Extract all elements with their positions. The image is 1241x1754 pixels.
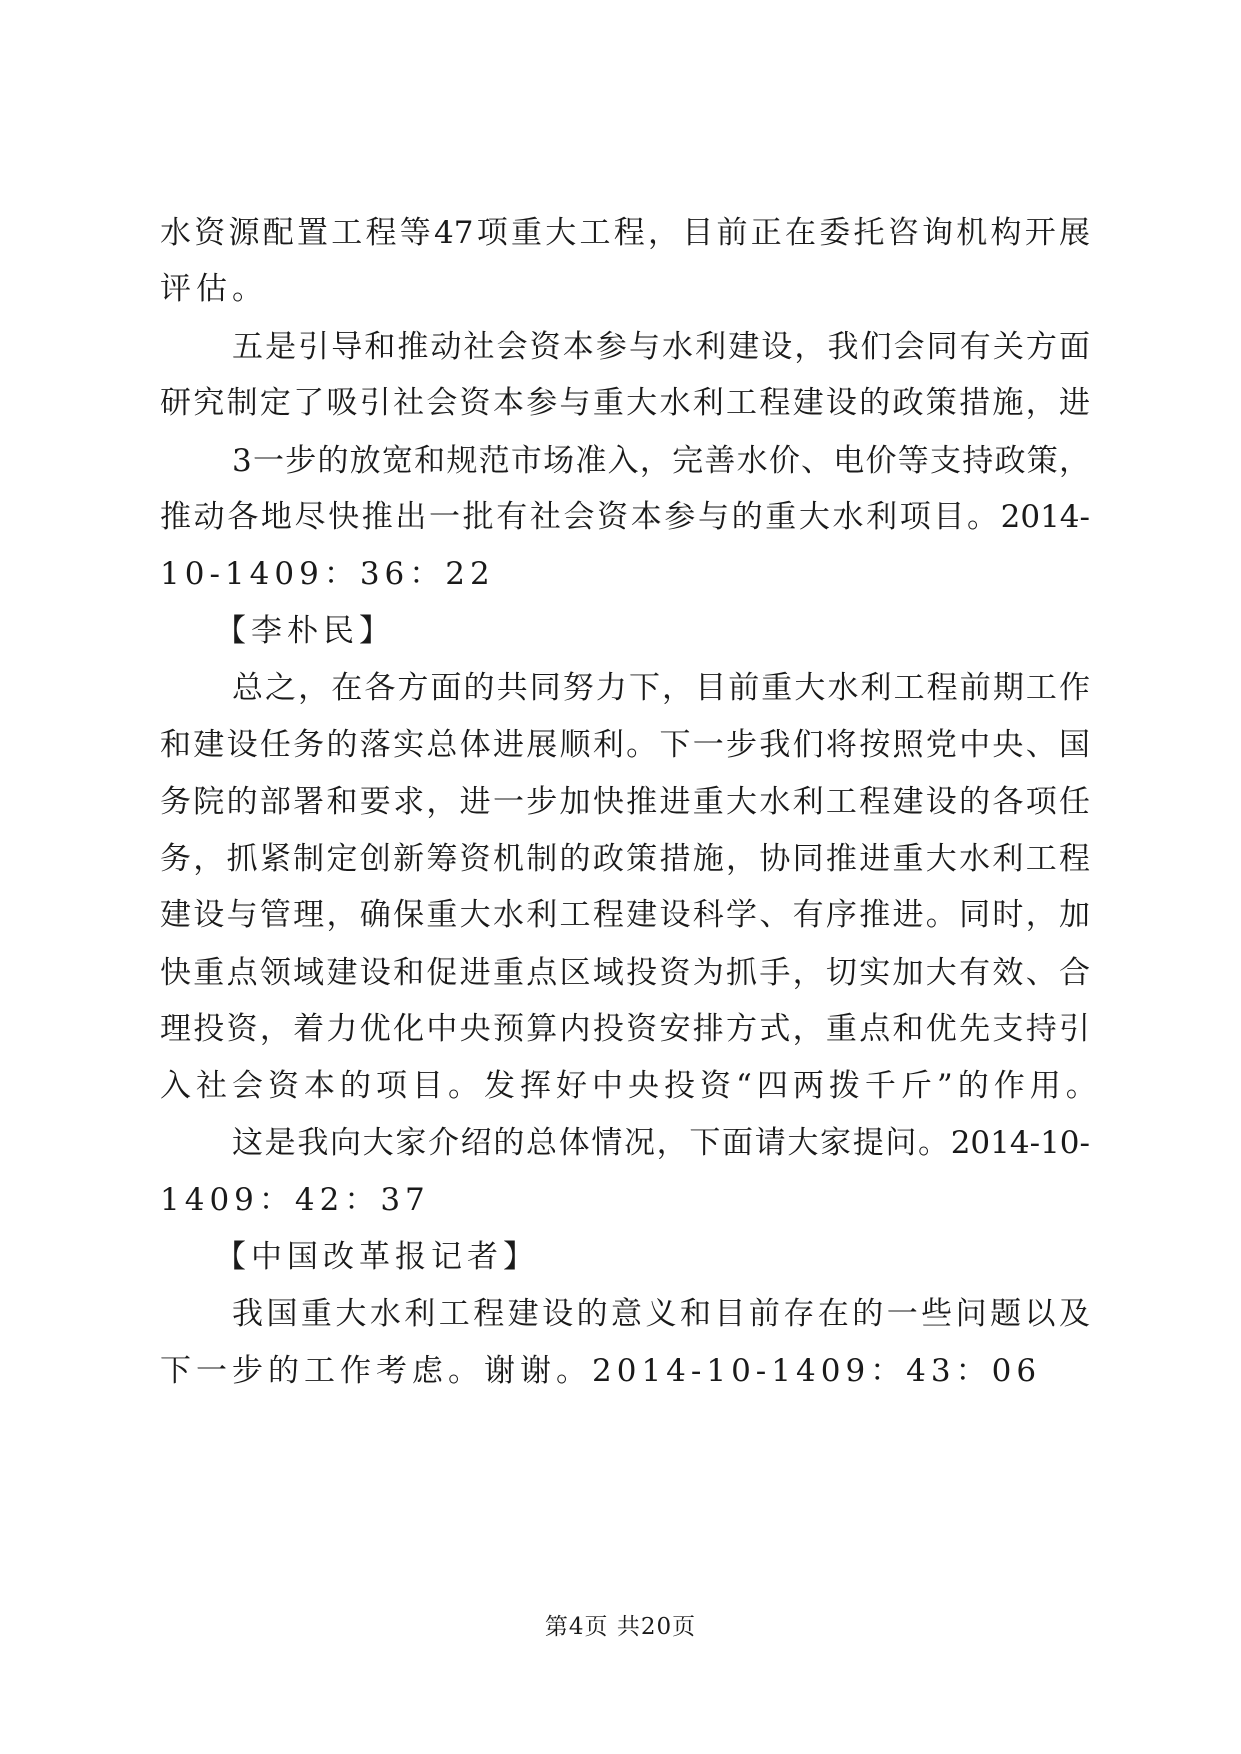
text-line: 快重点领域建设和促进重点区域投资为抓手，切实加大有效、合 <box>160 955 1090 991</box>
text-line: 3一步的放宽和规范市场准入，完善水价、电价等支持政策， <box>232 443 1090 479</box>
text-line: 评估。 <box>160 271 268 307</box>
text-line: 建设与管理，确保重大水利工程建设科学、有序推进。同时，加 <box>160 897 1090 933</box>
text-line: 研究制定了吸引社会资本参与重大水利工程建设的政策措施，进 <box>160 385 1090 421</box>
text-line: 1409：42：37 <box>160 1182 430 1218</box>
text-line: 推动各地尽快推出一批有社会资本参与的重大水利项目。2014- <box>160 499 1090 535</box>
text-line: 和建设任务的落实总体进展顺利。下一步我们将按照党中央、国 <box>160 727 1090 763</box>
text-line: 10-1409：36：22 <box>160 556 495 592</box>
speaker-heading: 【李朴民】 <box>215 613 395 649</box>
text-line: 下一步的工作考虑。谢谢。2014-10-1409：43：06 <box>160 1353 1042 1389</box>
text-line: 入社会资本的项目。发挥好中央投资“四两拨千斤”的作用。 <box>160 1068 1102 1104</box>
text-line: 理投资，着力优化中央预算内投资安排方式，重点和优先支持引 <box>160 1011 1090 1047</box>
text-line: 这是我向大家介绍的总体情况，下面请大家提问。2014-10- <box>232 1125 1090 1161</box>
speaker-heading: 【中国改革报记者】 <box>215 1239 539 1275</box>
text-line: 务院的部署和要求，进一步加快推进重大水利工程建设的各项任 <box>160 784 1090 820</box>
text-line: 总之，在各方面的共同努力下，目前重大水利工程前期工作 <box>232 670 1090 706</box>
text-line: 五是引导和推动社会资本参与水利建设，我们会同有关方面 <box>232 329 1090 365</box>
text-line: 务，抓紧制定创新筹资机制的政策措施，协同推进重大水利工程 <box>160 841 1090 877</box>
page-number-footer: 第4页 共20页 <box>544 1614 697 1640</box>
text-line: 水资源配置工程等47项重大工程，目前正在委托咨询机构开展 <box>160 215 1090 251</box>
text-line: 我国重大水利工程建设的意义和目前存在的一些问题以及 <box>232 1296 1090 1332</box>
